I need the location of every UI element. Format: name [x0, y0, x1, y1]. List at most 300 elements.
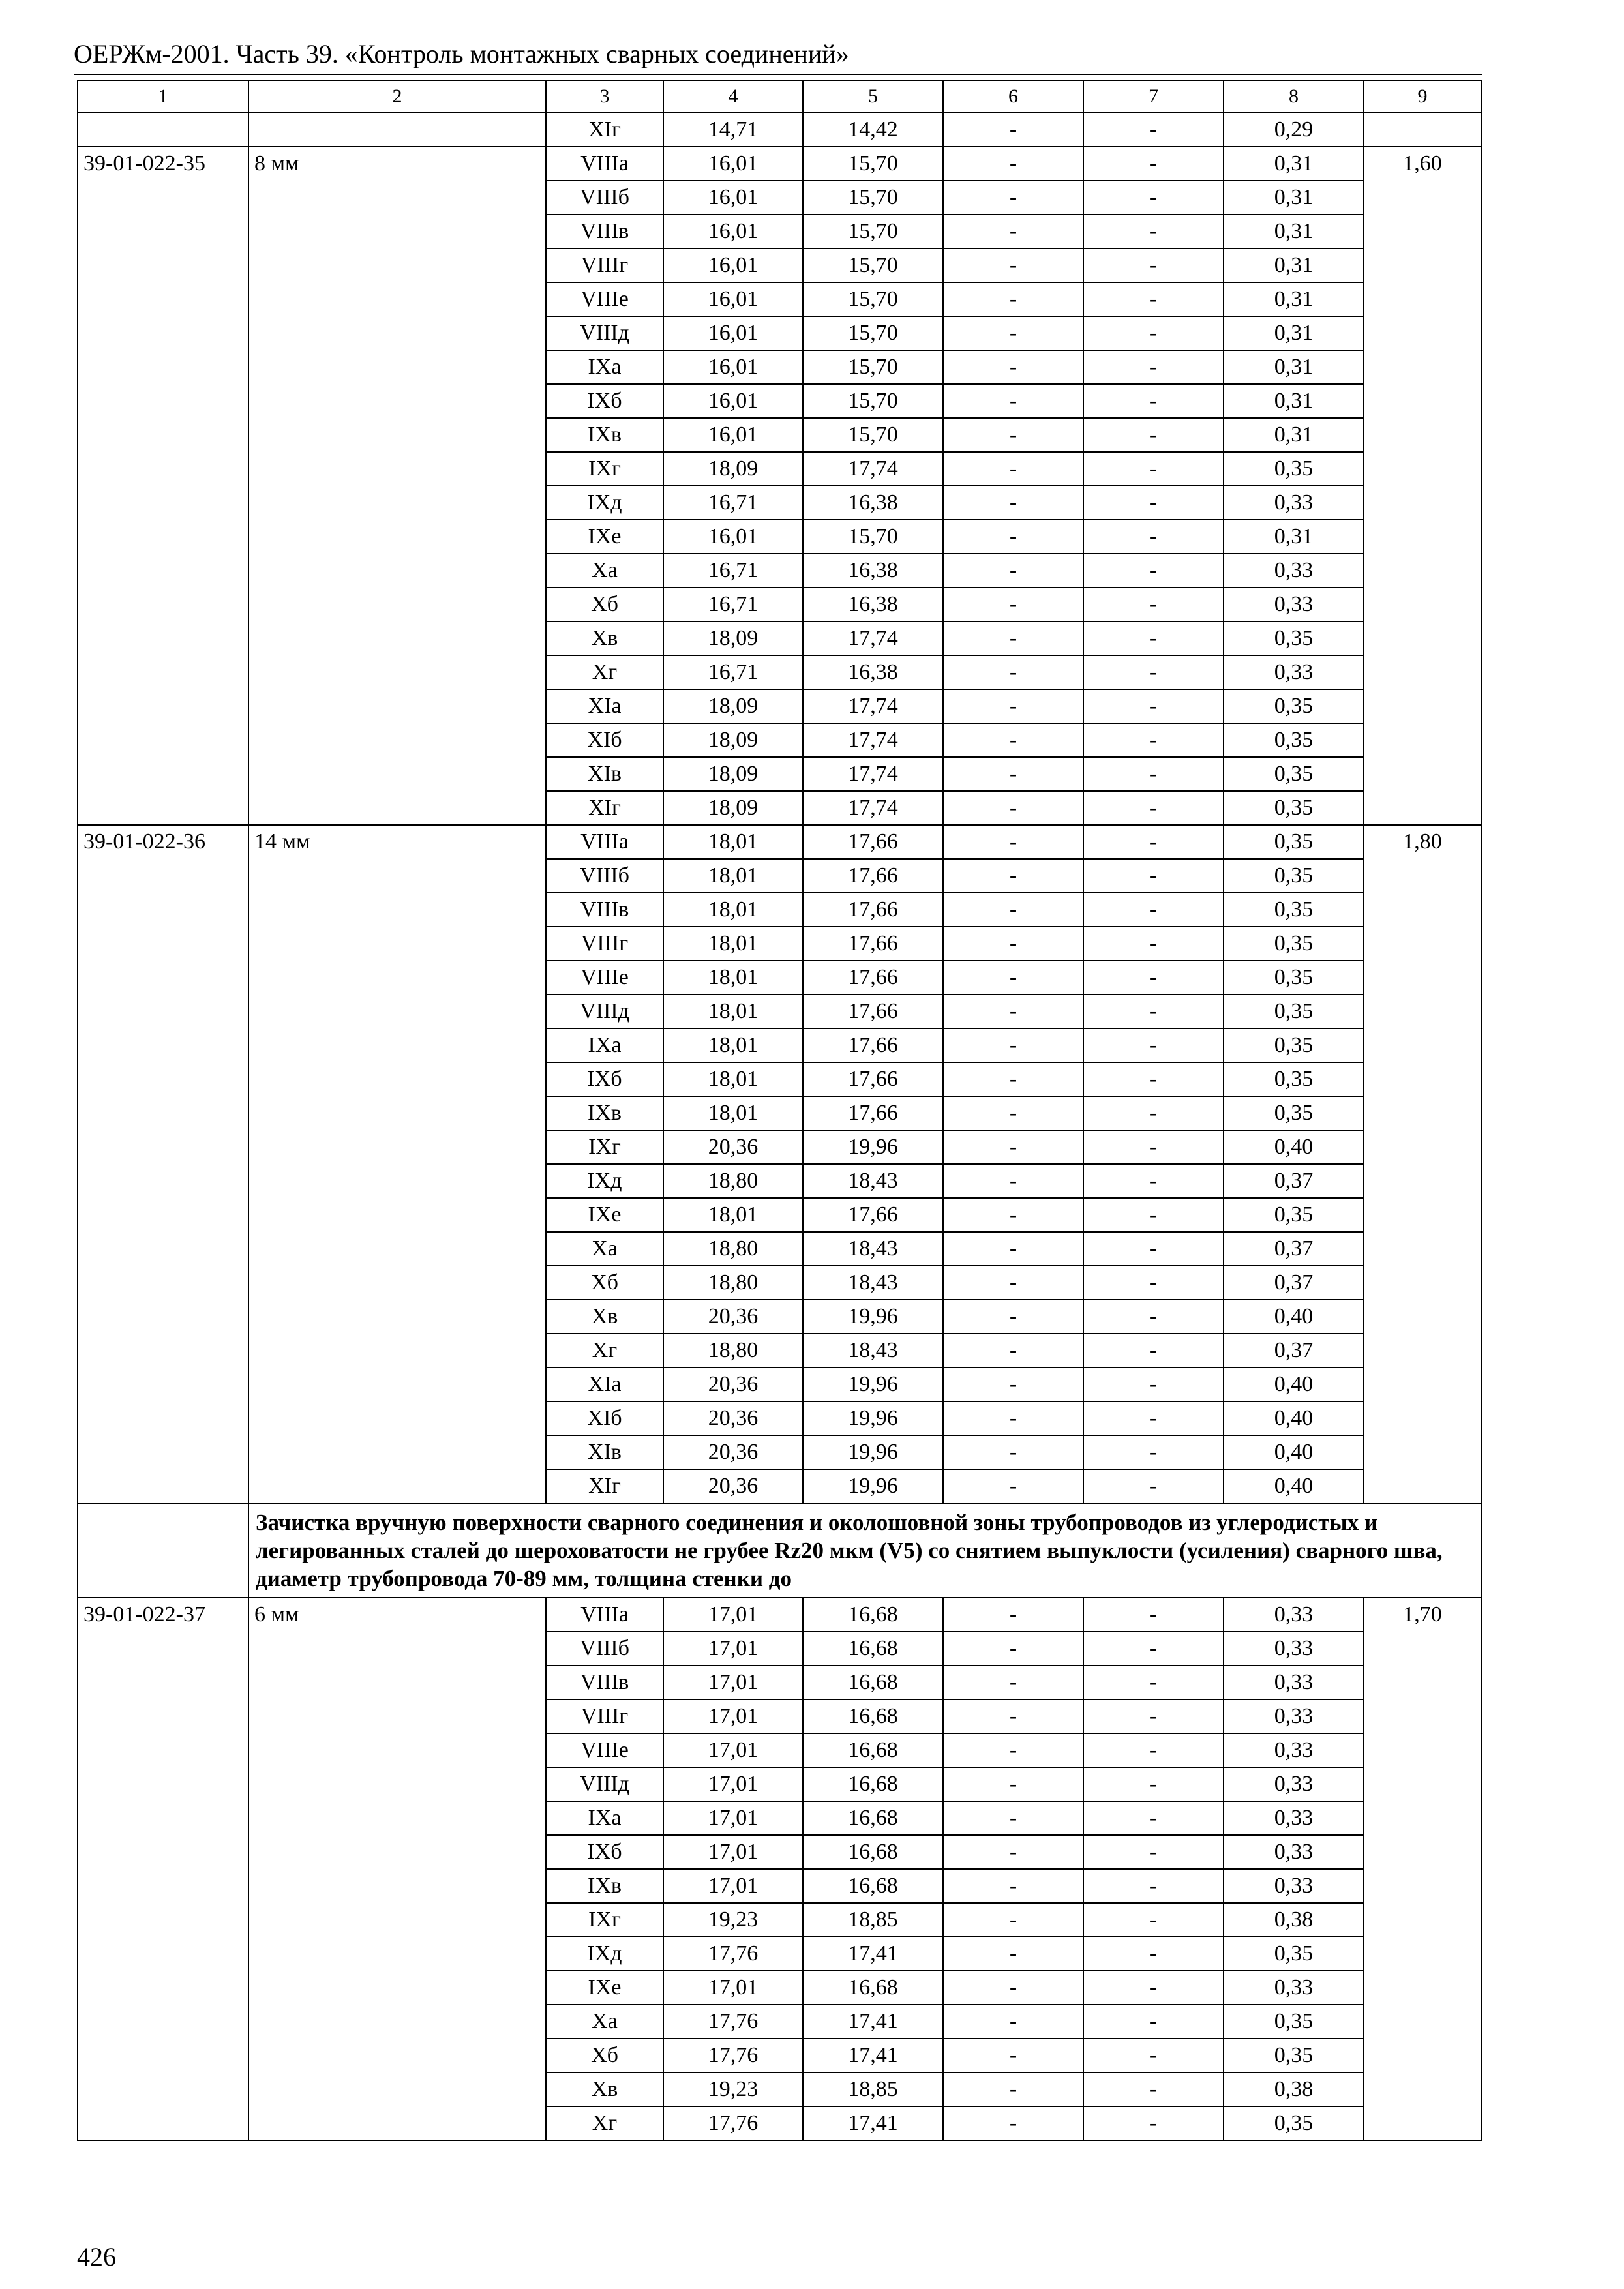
value-cell-5: 17,66: [803, 1028, 943, 1062]
value-cell-6: -: [943, 757, 1083, 791]
value-cell-6: -: [943, 1801, 1083, 1835]
value-cell-5: 17,74: [803, 621, 943, 655]
column-number: 2: [248, 80, 546, 113]
value-cell-8: 0,33: [1224, 1733, 1364, 1767]
value-cell-7: -: [1083, 1368, 1224, 1401]
value-cell-8: 0,40: [1224, 1300, 1364, 1334]
value-cell-8: 0,35: [1224, 689, 1364, 723]
value-cell-5: 16,38: [803, 655, 943, 689]
value-cell-7: -: [1083, 384, 1224, 418]
value-cell-7: -: [1083, 2106, 1224, 2140]
value-cell-5: 17,66: [803, 825, 943, 859]
value-cell-7: -: [1083, 1699, 1224, 1733]
value-cell-4: 16,01: [663, 384, 803, 418]
value-cell-8: 0,37: [1224, 1164, 1364, 1198]
value-cell-6: -: [943, 181, 1083, 215]
value-cell-8: 0,35: [1224, 1096, 1364, 1130]
value-cell-5: 16,68: [803, 1733, 943, 1767]
value-cell-7: -: [1083, 1632, 1224, 1666]
value-cell-6: -: [943, 2072, 1083, 2106]
value-cell-4: 16,01: [663, 248, 803, 282]
group-cell: XIа: [546, 1368, 663, 1401]
value-cell-4: 18,09: [663, 452, 803, 486]
group-cell: VIIIг: [546, 927, 663, 961]
value-cell-7: -: [1083, 621, 1224, 655]
value-cell-6: -: [943, 1835, 1083, 1869]
value-cell-5: 19,96: [803, 1300, 943, 1334]
value-cell-7: -: [1083, 1401, 1224, 1435]
group-cell: IXе: [546, 1198, 663, 1232]
group-cell: XIг: [546, 791, 663, 825]
rate-code-cell: 39-01-022-35: [78, 147, 248, 825]
rate-code-cell: 39-01-022-37: [78, 1598, 248, 2140]
value-cell-7: -: [1083, 689, 1224, 723]
value-cell-6: -: [943, 655, 1083, 689]
value-cell-6: -: [943, 1028, 1083, 1062]
value-cell-8: 0,35: [1224, 791, 1364, 825]
group-cell: Xб: [546, 588, 663, 621]
group-cell: Xб: [546, 2039, 663, 2072]
group-cell: VIIIв: [546, 1666, 663, 1699]
value-cell-6: -: [943, 1368, 1083, 1401]
value-cell-8: 0,33: [1224, 1598, 1364, 1632]
value-cell-4: 17,01: [663, 1801, 803, 1835]
group-cell: XIа: [546, 689, 663, 723]
value-cell-5: 17,66: [803, 927, 943, 961]
group-cell: VIIIе: [546, 282, 663, 316]
value-cell-5: 17,66: [803, 859, 943, 893]
group-cell: VIIIе: [546, 961, 663, 995]
value-cell-7: -: [1083, 1971, 1224, 2005]
value-cell-8: 0,40: [1224, 1368, 1364, 1401]
value-cell-5: 15,70: [803, 181, 943, 215]
column-number: 1: [78, 80, 248, 113]
group-cell: XIг: [546, 1469, 663, 1503]
value-cell-4: 16,01: [663, 418, 803, 452]
value-cell-5: 17,74: [803, 689, 943, 723]
group-cell: VIIIе: [546, 1733, 663, 1767]
value-cell-7: -: [1083, 1869, 1224, 1903]
value-cell-8: 0,35: [1224, 2005, 1364, 2039]
value-cell-5: 15,70: [803, 316, 943, 350]
value-cell-8: 0,33: [1224, 588, 1364, 621]
value-cell-6: -: [943, 1401, 1083, 1435]
value-cell-8: 0,40: [1224, 1469, 1364, 1503]
group-cell: IXб: [546, 1835, 663, 1869]
value-cell-7: -: [1083, 1469, 1224, 1503]
value-cell-4: 16,01: [663, 316, 803, 350]
value-cell-8: 0,35: [1224, 961, 1364, 995]
group-cell: VIIIд: [546, 1767, 663, 1801]
value-cell-5: 18,43: [803, 1232, 943, 1266]
value-cell-7: -: [1083, 215, 1224, 248]
value-cell-5: 14,42: [803, 113, 943, 147]
value-cell-4: 16,01: [663, 282, 803, 316]
value-cell-4: 17,01: [663, 1733, 803, 1767]
value-cell-8: 0,31: [1224, 215, 1364, 248]
value-cell-6: -: [943, 1062, 1083, 1096]
value-cell-5: 17,41: [803, 2039, 943, 2072]
value-cell-6: -: [943, 1598, 1083, 1632]
value-cell-7: -: [1083, 2039, 1224, 2072]
group-cell: VIIIд: [546, 995, 663, 1028]
value-cell-7: -: [1083, 2072, 1224, 2106]
value-cell-7: -: [1083, 248, 1224, 282]
value-cell-6: -: [943, 2039, 1083, 2072]
group-cell: VIIIв: [546, 893, 663, 927]
value-cell-7: -: [1083, 181, 1224, 215]
group-cell: IXв: [546, 418, 663, 452]
page-header: ОЕРЖм-2001. Часть 39. «Контроль монтажных сварных соединений»: [74, 39, 849, 68]
value-cell-4: 18,09: [663, 621, 803, 655]
empty-rate-cell: [1364, 113, 1481, 147]
value-cell-6: -: [943, 1937, 1083, 1971]
value-cell-8: 0,33: [1224, 1869, 1364, 1903]
value-cell-4: 16,01: [663, 350, 803, 384]
value-cell-8: 0,35: [1224, 1198, 1364, 1232]
value-cell-7: -: [1083, 995, 1224, 1028]
value-cell-4: 17,01: [663, 1699, 803, 1733]
value-cell-6: -: [943, 248, 1083, 282]
value-cell-5: 15,70: [803, 384, 943, 418]
value-cell-8: 0,38: [1224, 1903, 1364, 1937]
value-cell-7: -: [1083, 1903, 1224, 1937]
value-cell-4: 19,23: [663, 2072, 803, 2106]
value-cell-8: 0,40: [1224, 1130, 1364, 1164]
value-cell-7: -: [1083, 520, 1224, 554]
value-cell-4: 18,80: [663, 1232, 803, 1266]
rates-table: [77, 80, 1482, 2141]
value-cell-5: 16,68: [803, 1699, 943, 1733]
value-cell-6: -: [943, 1232, 1083, 1266]
value-cell-6: -: [943, 418, 1083, 452]
value-cell-5: 17,66: [803, 1062, 943, 1096]
wall-thickness-cell: 14 мм: [248, 825, 546, 1503]
value-cell-8: 0,33: [1224, 1699, 1364, 1733]
value-cell-7: -: [1083, 961, 1224, 995]
value-cell-4: 17,01: [663, 1835, 803, 1869]
group-cell: VIIIб: [546, 1632, 663, 1666]
value-cell-6: -: [943, 1130, 1083, 1164]
group-cell: XIв: [546, 1435, 663, 1469]
value-cell-5: 16,38: [803, 554, 943, 588]
value-cell-6: -: [943, 1164, 1083, 1198]
table-row: [78, 147, 1481, 181]
value-cell-4: 16,01: [663, 520, 803, 554]
group-cell: VIIIб: [546, 859, 663, 893]
value-cell-8: 0,33: [1224, 554, 1364, 588]
empty-code-cell: [78, 1503, 248, 1598]
value-cell-5: 19,96: [803, 1435, 943, 1469]
value-cell-6: -: [943, 1334, 1083, 1368]
value-cell-6: -: [943, 1699, 1083, 1733]
value-cell-8: 0,37: [1224, 1266, 1364, 1300]
value-cell-7: -: [1083, 1266, 1224, 1300]
group-cell: XIб: [546, 1401, 663, 1435]
value-cell-4: 18,01: [663, 1028, 803, 1062]
group-cell: Xб: [546, 1266, 663, 1300]
group-cell: IXе: [546, 520, 663, 554]
value-cell-7: -: [1083, 893, 1224, 927]
value-cell-4: 18,01: [663, 859, 803, 893]
value-cell-7: -: [1083, 1300, 1224, 1334]
column-number-row: [78, 80, 1481, 113]
group-cell: IXе: [546, 1971, 663, 2005]
value-cell-7: -: [1083, 147, 1224, 181]
value-cell-8: 0,31: [1224, 384, 1364, 418]
value-cell-6: -: [943, 621, 1083, 655]
group-cell: Xг: [546, 655, 663, 689]
value-cell-6: -: [943, 791, 1083, 825]
value-cell-8: 0,35: [1224, 452, 1364, 486]
value-cell-7: -: [1083, 588, 1224, 621]
value-cell-7: -: [1083, 1028, 1224, 1062]
value-cell-4: 16,01: [663, 147, 803, 181]
value-cell-6: -: [943, 859, 1083, 893]
value-cell-7: -: [1083, 1198, 1224, 1232]
value-cell-4: 18,09: [663, 689, 803, 723]
value-cell-6: -: [943, 825, 1083, 859]
value-cell-7: -: [1083, 1666, 1224, 1699]
value-cell-7: -: [1083, 791, 1224, 825]
value-cell-4: 17,01: [663, 1971, 803, 2005]
value-cell-4: 17,76: [663, 1937, 803, 1971]
value-cell-8: 0,35: [1224, 825, 1364, 859]
value-cell-6: -: [943, 316, 1083, 350]
value-cell-6: -: [943, 1300, 1083, 1334]
group-cell: Xг: [546, 1334, 663, 1368]
column-number: 4: [663, 80, 803, 113]
empty-size-cell: [248, 113, 546, 147]
value-cell-8: 0,35: [1224, 893, 1364, 927]
value-cell-7: -: [1083, 1801, 1224, 1835]
value-cell-8: 0,35: [1224, 859, 1364, 893]
value-cell-4: 17,01: [663, 1598, 803, 1632]
value-cell-7: -: [1083, 282, 1224, 316]
column-number: 7: [1083, 80, 1224, 113]
value-cell-8: 0,33: [1224, 1767, 1364, 1801]
value-cell-7: -: [1083, 1096, 1224, 1130]
value-cell-5: 15,70: [803, 147, 943, 181]
value-cell-4: 20,36: [663, 1401, 803, 1435]
value-cell-6: -: [943, 147, 1083, 181]
value-cell-4: 18,01: [663, 893, 803, 927]
value-cell-5: 19,96: [803, 1401, 943, 1435]
value-cell-7: -: [1083, 316, 1224, 350]
value-cell-5: 15,70: [803, 418, 943, 452]
value-cell-5: 17,74: [803, 452, 943, 486]
value-cell-6: -: [943, 1632, 1083, 1666]
value-cell-5: 18,85: [803, 1903, 943, 1937]
group-cell: IXд: [546, 486, 663, 520]
value-cell-8: 0,35: [1224, 1062, 1364, 1096]
value-cell-5: 17,74: [803, 723, 943, 757]
value-cell-7: -: [1083, 1164, 1224, 1198]
column-number: 9: [1364, 80, 1481, 113]
value-cell-7: -: [1083, 1435, 1224, 1469]
value-cell-7: -: [1083, 486, 1224, 520]
value-cell-7: -: [1083, 2005, 1224, 2039]
value-cell-4: 20,36: [663, 1435, 803, 1469]
value-cell-6: -: [943, 1666, 1083, 1699]
value-cell-5: 15,70: [803, 215, 943, 248]
value-cell-5: 16,68: [803, 1835, 943, 1869]
value-cell-4: 16,01: [663, 181, 803, 215]
group-cell: Xа: [546, 554, 663, 588]
value-cell-7: -: [1083, 1733, 1224, 1767]
value-cell-6: -: [943, 1767, 1083, 1801]
value-cell-8: 0,29: [1224, 113, 1364, 147]
value-cell-5: 17,66: [803, 1096, 943, 1130]
value-cell-4: 20,36: [663, 1300, 803, 1334]
value-cell-5: 17,41: [803, 2106, 943, 2140]
value-cell-8: 0,40: [1224, 1435, 1364, 1469]
group-cell: VIIIг: [546, 1699, 663, 1733]
value-cell-5: 19,96: [803, 1368, 943, 1401]
value-cell-7: -: [1083, 1062, 1224, 1096]
value-cell-5: 17,66: [803, 1198, 943, 1232]
value-cell-5: 18,43: [803, 1164, 943, 1198]
value-cell-6: -: [943, 1971, 1083, 2005]
value-cell-6: -: [943, 723, 1083, 757]
group-cell: XIг: [546, 113, 663, 147]
value-cell-4: 18,01: [663, 825, 803, 859]
value-cell-5: 17,74: [803, 757, 943, 791]
group-cell: IXд: [546, 1937, 663, 1971]
value-cell-5: 15,70: [803, 520, 943, 554]
value-cell-8: 0,35: [1224, 1028, 1364, 1062]
value-cell-6: -: [943, 554, 1083, 588]
group-cell: Xв: [546, 621, 663, 655]
group-cell: IXв: [546, 1869, 663, 1903]
group-cell: IXа: [546, 350, 663, 384]
value-cell-5: 16,68: [803, 1767, 943, 1801]
group-cell: IXа: [546, 1028, 663, 1062]
value-cell-5: 17,74: [803, 791, 943, 825]
value-cell-8: 0,33: [1224, 1632, 1364, 1666]
value-cell-4: 18,80: [663, 1334, 803, 1368]
group-cell: VIIIд: [546, 316, 663, 350]
value-cell-5: 16,38: [803, 588, 943, 621]
value-cell-4: 17,01: [663, 1666, 803, 1699]
value-cell-7: -: [1083, 1130, 1224, 1164]
value-cell-5: 16,68: [803, 1971, 943, 2005]
section-description: Зачистка вручную поверхности сварного соединения и околошовной зоны трубопроводов из углеродистых и легированных сталей до шероховатости не грубее Rz20 мкм (V5) со снятием выпуклости (усиления) сварного шва, диаметр трубопровода 70-89 мм, толщина стенки до: [248, 1503, 1481, 1598]
value-cell-6: -: [943, 282, 1083, 316]
value-cell-6: -: [943, 350, 1083, 384]
empty-code-cell: [78, 113, 248, 147]
value-cell-6: -: [943, 1435, 1083, 1469]
group-cell: IXб: [546, 384, 663, 418]
value-cell-5: 18,43: [803, 1334, 943, 1368]
value-cell-4: 18,09: [663, 757, 803, 791]
value-cell-6: -: [943, 588, 1083, 621]
rate-cell: 1,70: [1364, 1598, 1481, 2140]
value-cell-8: 0,35: [1224, 723, 1364, 757]
wall-thickness-cell: 6 мм: [248, 1598, 546, 2140]
rate-cell: 1,80: [1364, 825, 1481, 1503]
value-cell-5: 15,70: [803, 350, 943, 384]
group-cell: XIв: [546, 757, 663, 791]
group-cell: Xв: [546, 2072, 663, 2106]
value-cell-8: 0,33: [1224, 1971, 1364, 2005]
value-cell-7: -: [1083, 418, 1224, 452]
value-cell-6: -: [943, 995, 1083, 1028]
value-cell-8: 0,35: [1224, 995, 1364, 1028]
value-cell-4: 18,01: [663, 961, 803, 995]
group-cell: IXа: [546, 1801, 663, 1835]
value-cell-8: 0,31: [1224, 418, 1364, 452]
value-cell-8: 0,40: [1224, 1401, 1364, 1435]
value-cell-4: 20,36: [663, 1130, 803, 1164]
value-cell-6: -: [943, 486, 1083, 520]
value-cell-6: -: [943, 113, 1083, 147]
value-cell-8: 0,37: [1224, 1232, 1364, 1266]
value-cell-4: 20,36: [663, 1469, 803, 1503]
value-cell-7: -: [1083, 452, 1224, 486]
value-cell-4: 18,01: [663, 995, 803, 1028]
value-cell-6: -: [943, 215, 1083, 248]
group-cell: IXг: [546, 452, 663, 486]
value-cell-6: -: [943, 452, 1083, 486]
value-cell-8: 0,31: [1224, 520, 1364, 554]
rate-cell: 1,60: [1364, 147, 1481, 825]
value-cell-7: -: [1083, 757, 1224, 791]
value-cell-8: 0,33: [1224, 486, 1364, 520]
header-rule: [74, 74, 1482, 75]
value-cell-8: 0,35: [1224, 2106, 1364, 2140]
column-number: 5: [803, 80, 943, 113]
value-cell-8: 0,33: [1224, 1666, 1364, 1699]
value-cell-6: -: [943, 1266, 1083, 1300]
value-cell-4: 16,71: [663, 655, 803, 689]
value-cell-4: 18,80: [663, 1164, 803, 1198]
value-cell-6: -: [943, 2106, 1083, 2140]
value-cell-5: 17,66: [803, 961, 943, 995]
page-number: 426: [77, 2242, 116, 2271]
value-cell-8: 0,33: [1224, 655, 1364, 689]
value-cell-7: -: [1083, 655, 1224, 689]
value-cell-5: 19,96: [803, 1469, 943, 1503]
value-cell-4: 17,76: [663, 2005, 803, 2039]
group-cell: VIIIв: [546, 215, 663, 248]
value-cell-4: 16,71: [663, 486, 803, 520]
value-cell-8: 0,37: [1224, 1334, 1364, 1368]
group-cell: VIIIа: [546, 825, 663, 859]
value-cell-5: 15,70: [803, 248, 943, 282]
value-cell-4: 19,23: [663, 1903, 803, 1937]
value-cell-8: 0,35: [1224, 927, 1364, 961]
table-row: [78, 1598, 1481, 1632]
group-cell: VIIIа: [546, 1598, 663, 1632]
group-cell: VIIIа: [546, 147, 663, 181]
group-cell: IXг: [546, 1903, 663, 1937]
value-cell-4: 17,01: [663, 1869, 803, 1903]
value-cell-7: -: [1083, 927, 1224, 961]
value-cell-5: 16,68: [803, 1598, 943, 1632]
value-cell-5: 15,70: [803, 282, 943, 316]
value-cell-6: -: [943, 1198, 1083, 1232]
value-cell-8: 0,38: [1224, 2072, 1364, 2106]
group-cell: IXв: [546, 1096, 663, 1130]
value-cell-6: -: [943, 1869, 1083, 1903]
value-cell-5: 17,66: [803, 995, 943, 1028]
value-cell-8: 0,31: [1224, 316, 1364, 350]
value-cell-8: 0,35: [1224, 757, 1364, 791]
group-cell: IXд: [546, 1164, 663, 1198]
value-cell-8: 0,35: [1224, 2039, 1364, 2072]
section-description-row: [78, 1503, 1481, 1598]
